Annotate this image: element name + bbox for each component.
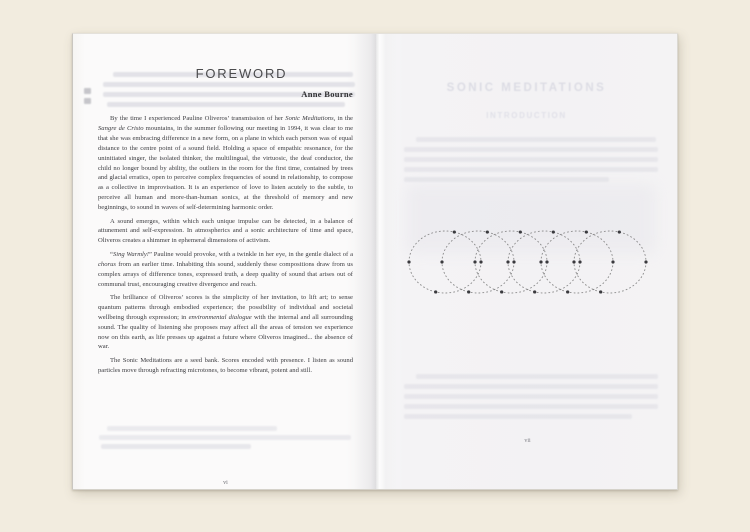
left-page	[73, 34, 376, 489]
showthrough-mark	[84, 98, 91, 104]
showthrough-line	[404, 384, 658, 389]
showthrough-line	[416, 137, 656, 142]
showthrough-line	[404, 404, 658, 409]
left-page-number: vi	[223, 480, 228, 486]
showthrough-line	[404, 394, 658, 399]
open-book	[72, 33, 678, 490]
showthrough-line	[404, 177, 609, 182]
showthrough-line	[404, 147, 658, 152]
showthrough-line	[404, 414, 632, 419]
showthrough-line	[103, 82, 355, 87]
showthrough-line	[404, 157, 658, 162]
showthrough-line	[107, 426, 277, 431]
showthrough-chapter-title: SONIC MEDITATIONS	[446, 82, 607, 94]
foreword-paragraph: The brilliance of Oliveros’ scores is the simplicity of her invitation, to lift art; to sense quantum patterns through embodied experience; the possibility of individual and societal wellbeing through expression; in environmental dialogue with the internal and all surrounding sound. The quality of listening she proposes may affect all the areas of tension we experience now on this earth, as life presses up against a future where Oliveros imagined... the absence of war.	[98, 293, 353, 351]
foreword-title: FOREWORD	[195, 66, 288, 81]
sonic-circles-diagram	[398, 224, 660, 300]
showthrough-line	[101, 444, 251, 449]
foreword-body	[98, 114, 353, 379]
showthrough-line	[416, 374, 658, 379]
right-page	[376, 34, 677, 489]
showthrough-line	[99, 435, 351, 440]
foreword-paragraph: By the time I experienced Pauline Oliveros’ transmission of her Sonic Meditations, in the Sangre de Cristo mountains, in the summer following our meeting in 1994, it was clear to me that she was embracing difference in a new form, on a plane in which each person was of equal distance to the centre point of a sound field. Holding a space of empathic resonance, for the uninitiated singer, the isolated thinker, the multilingual, the virtuosic, the deaf conductor, the child no longer bound by ability, the outliers in the room for the first time, contained by trees and glacial erratics, open to perceive complex frequencies of sound in relationship, to compose as a collective in improvisation. It is an experience of love to listen acutely to the subtle, to perceive all human and more-than-human sonics, at the threshold of memory and new beginnings, to sound in waves of self-determining harmonic order.	[98, 115, 353, 212]
foreword-author: Anne Bourne	[301, 89, 353, 99]
right-page-number: vii	[524, 438, 531, 444]
showthrough-section-title: INTRODUCTION	[486, 111, 567, 120]
foreword-paragraph: The Sonic Meditations are a seed bank. Scores encoded with presence. I listen as sound particles move through refracting microtones, to become vibrant, potent and still.	[98, 356, 353, 374]
showthrough-mark	[84, 88, 91, 94]
foreword-paragraph: A sound emerges, within which each unique impulse can be detected, in a balance of attunement and self-expression. In atmospherics and a sonic architecture of time and space, Oliveros creates a shimmer in ephemeral dimensions of activism.	[98, 217, 353, 245]
foreword-paragraph: “Sing Warmly!” Pauline would provoke, with a twinkle in her eye, in the gentle dialect of a chorus from an earlier time. Inhabiting this sound, suddenly these compositions draw from us complex arrays of difference tones, expressed truth, a deep quality of sound that arises out of communal trust, encouraging creative divergence and reach.	[98, 250, 353, 288]
showthrough-line	[404, 167, 658, 172]
showthrough-line	[107, 102, 345, 107]
